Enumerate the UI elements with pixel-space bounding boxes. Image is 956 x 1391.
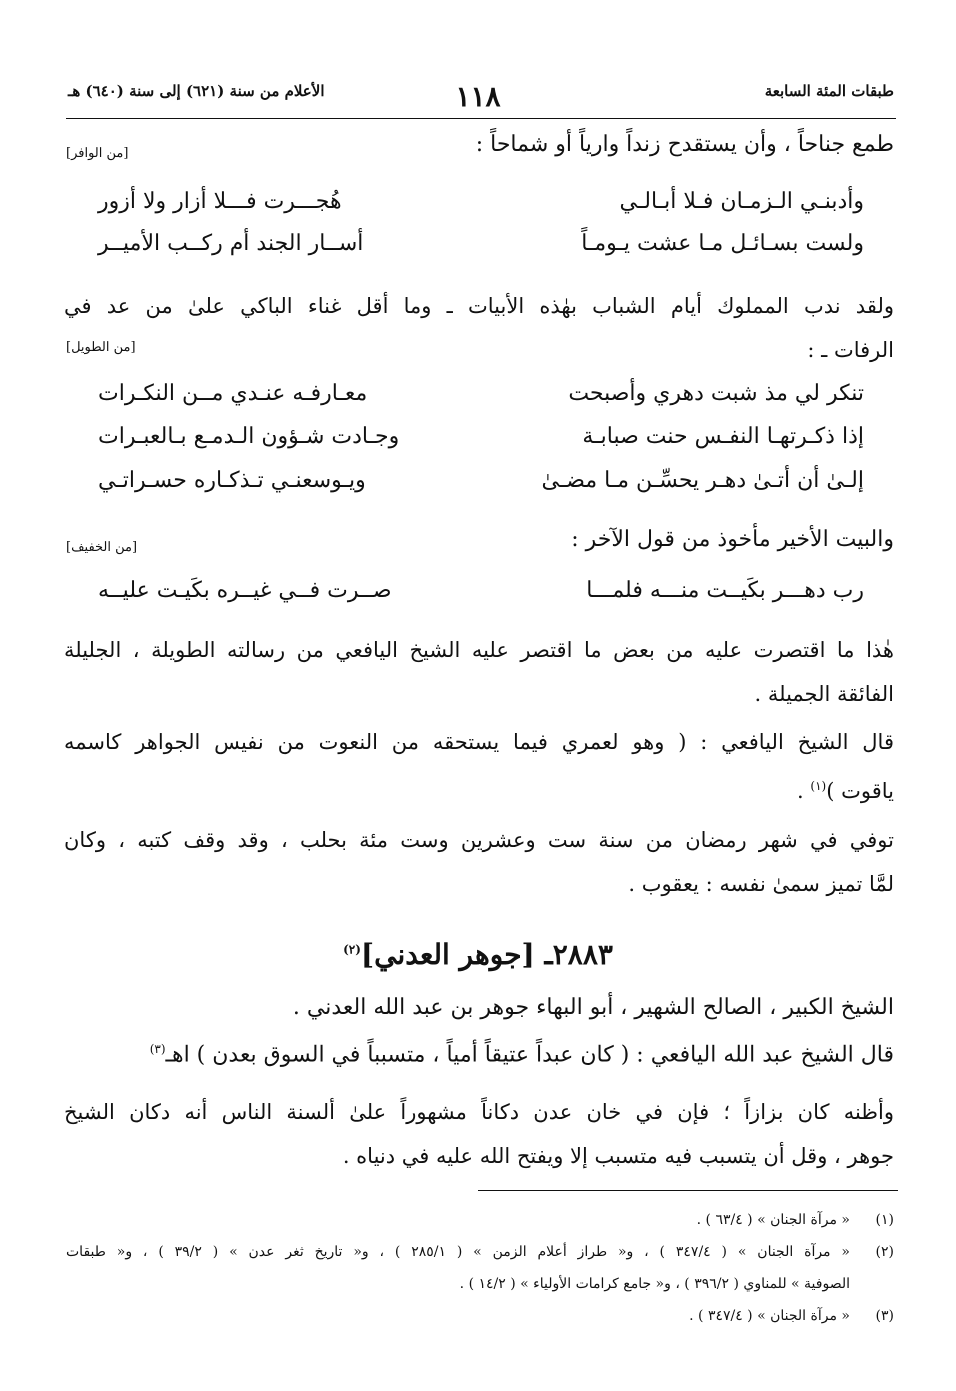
footnote-text-cont: الصوفية » للمناوي ( ٣٩٦/٢ ) ، و« جامع كرامات الأولياء » ( ١٤/٢ ) . [459, 1276, 850, 1292]
paragraph-line: توفي في شهر رمضان من سنة ست وعشرين وست مئة بحلب ، وقد وقف كتبه ، وكان [64, 828, 894, 852]
paragraph-attribution: والبيت الأخير مأخوذ من قول الآخر : [571, 527, 894, 552]
paragraph-line: هٰذا ما اقتصرت عليه من بعض ما اقتصر عليه الشيخ اليافعي من رسالته الطويلة ، الجليلة [64, 638, 894, 662]
footnote-number: (٢) [875, 1244, 894, 1260]
paragraph-line: لمَّا تميز سمىٰ نفسه : يعقوب . [628, 872, 894, 896]
footnote-text: « مرآة الجنان » ( ٣٤٧/٤ ) ، و« طراز أعلام الزمن » ( ٢٨٥/١ ) ، و« تاريخ ثغر عدن » ( ٣٩/٢ ) ، و« طبقات [66, 1244, 850, 1260]
footnote-number: (١) [875, 1212, 894, 1228]
paragraph-line: الفائقة الجميلة . [754, 682, 894, 706]
paragraph-line: قال الشيخ اليافعي : ( وهو لعمري فيما يستحقه من النعوت من نفيس الجواهر كاسمه [64, 730, 894, 754]
footnote-ref-1: (١) [810, 779, 827, 793]
entry-title-text: ٢٨٨٣ـ [جوهر العدني] [360, 938, 613, 971]
verse-hemistich-1a: وأدبنـي الـزمـان فـلا أبـالـي [619, 189, 864, 214]
footnote-number: (٣) [875, 1308, 894, 1324]
verse-hemistich-3a: إلـىٰ أن أتـىٰ دهـر يحسِّـن مـا مضـىٰ [541, 468, 864, 493]
period: . [797, 779, 811, 803]
paragraph-conclusion [64, 628, 894, 716]
meter-label-khafif: [من الخفيف] [66, 540, 138, 555]
footnote-text: « مرآة الجنان » ( ٣٤٧/٤ ) . [689, 1308, 850, 1324]
verse-hemistich-1b: معـارفـه عنـدي مــن النكـرات [98, 381, 368, 406]
footnote-text: « مرآة الجنان » ( ٦٣/٤ ) . [696, 1212, 850, 1228]
paragraph-lament [64, 284, 894, 372]
meter-label-wafir: [من الوافر] [66, 146, 129, 161]
quote-text: قال الشيخ عبد الله اليافعي : ( كان عبداً عتيقاً أمياً ، متسبباً في السوق بعدن ) اهـ [165, 1042, 894, 1068]
footnote-ref-3: (٣) [149, 1042, 166, 1056]
paragraph-line: الرفات ـ : [807, 338, 894, 362]
running-header-left: الأعلام من سنة (٦٢١) إلى سنة (٦٤٠) هـ [68, 82, 325, 100]
footnote-rule [478, 1190, 898, 1191]
paragraph-yafii-said [150, 1042, 894, 1067]
quote-end: ياقوت ) [826, 779, 894, 803]
verse-hemistich-2a: ولست بسـائـل مـا عشت يـومـاً [581, 231, 864, 256]
running-header-right: طبقات المئة السابعة [764, 82, 894, 100]
paragraph-yafii-quote [64, 720, 894, 813]
paragraph-death [64, 818, 894, 906]
paragraph-shop [64, 1090, 894, 1178]
header-rule [66, 118, 896, 119]
verse-hemistich-1b: هُجـــرت فـــلا أزار ولا أزور [98, 189, 342, 214]
paragraph-line [64, 764, 894, 813]
verse-hemistich-1a: رب دهـــر بكَيــت منـــه فلمـــا [586, 578, 864, 603]
paragraph-intro: طمع جناحاً ، وأن يستقدح زنداً وارياً أو شماحاً : [475, 132, 894, 157]
paragraph-identity: الشيخ الكبير ، الصالح الشهير ، أبو البهاء جوهر بن عبد الله العدني . [292, 995, 894, 1020]
meter-label-tawil: [من الطويل] [66, 340, 136, 355]
verse-hemistich-3b: ويـوسعنـي تـذكـاره حسـراتـي [98, 468, 366, 493]
paragraph-line: ولقد ندب المملوك أيام الشباب بهٰذه الأبيات ـ وما أقل غناء الباكي علىٰ من عد في [64, 294, 894, 318]
paragraph-line: وأظنه كان بزازاً ؛ فإن في خان عدن دكاناً مشهوراً علىٰ ألسنة الناس أنه دكان الشيخ [64, 1100, 894, 1124]
page-number: ١١٨ [455, 80, 501, 113]
verse-hemistich-2b: وجـادت شـؤون الـدمـع بـالعبـرات [98, 424, 400, 449]
verse-hemistich-1b: صــرت فــي غيــره بكَيـت عليــه [98, 578, 392, 603]
verse-hemistich-2b: أســار الجند أم ركــب الأميــر [98, 231, 364, 256]
verse-hemistich-1a: تنكر لي مذ شبت دهري وأصبحت [568, 381, 864, 406]
footnote-ref-2: (٢) [343, 942, 361, 957]
entry-title [0, 938, 956, 971]
paragraph-line: جوهر ، وقل أن يتسبب فيه متسبب إلا ويفتح الله عليه في دنياه . [342, 1144, 894, 1168]
verse-hemistich-2a: إذا ذكـرتهـا النفـس حنت صبابـة [582, 424, 864, 449]
